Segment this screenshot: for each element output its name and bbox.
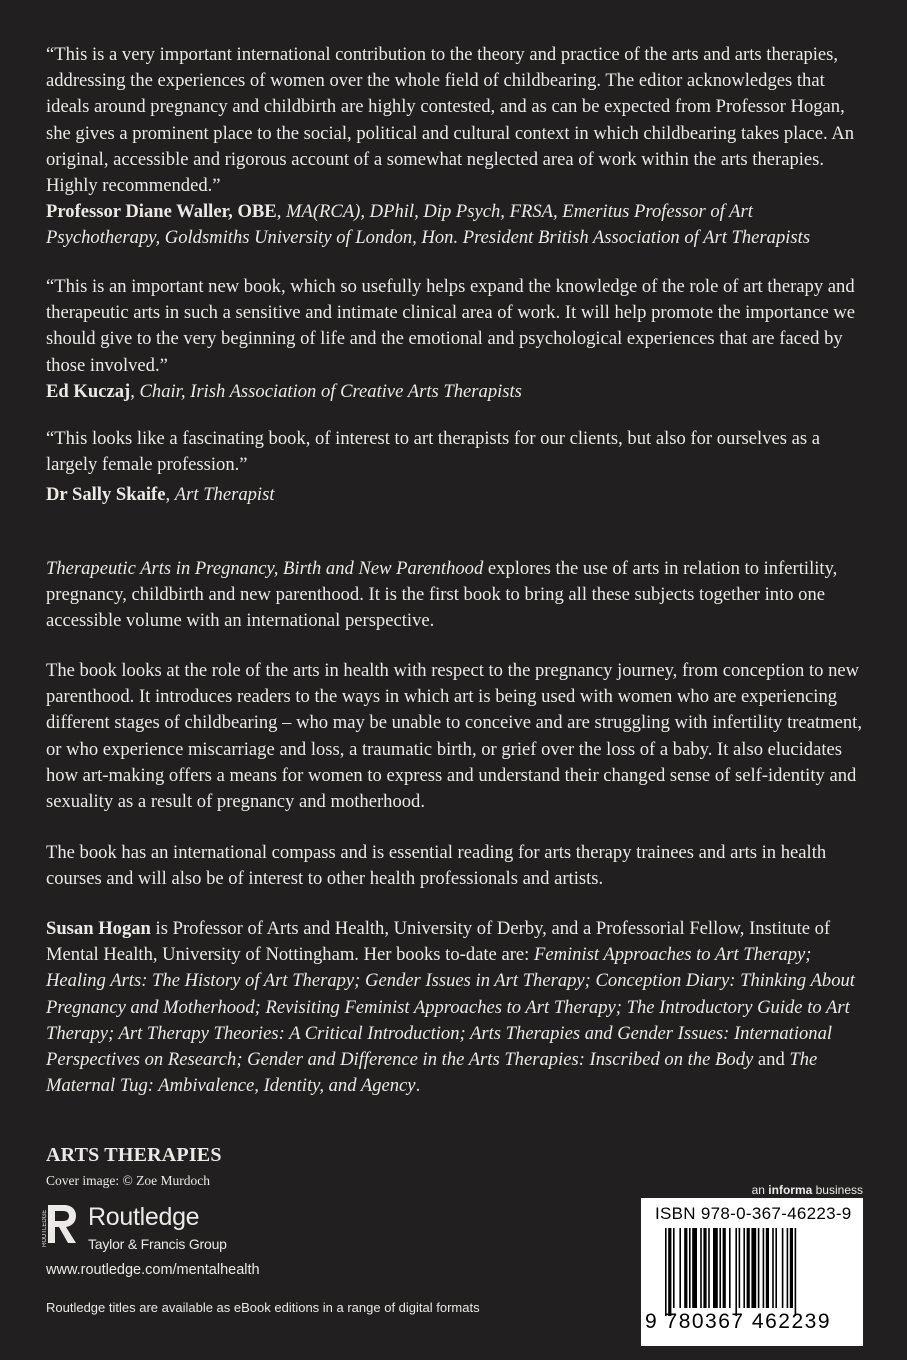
bio-connector: and xyxy=(753,1049,790,1071)
barcode-bar xyxy=(668,1228,671,1316)
barcode-bar xyxy=(782,1228,784,1308)
description-paragraph-1 xyxy=(46,556,866,635)
barcode-bar xyxy=(679,1228,681,1308)
isbn-label: ISBN 978-0-367-46223-9 xyxy=(655,1204,852,1223)
barcode-bar xyxy=(747,1228,750,1308)
barcode-bar xyxy=(735,1228,737,1316)
quote-attribution: Professor Diane Waller, OBE, MA(RCA), DPhil, Dip Psych, FRSA, Emeritus Professor of Art Psychotherapy, Goldsmiths University of London, Hon. President British Association of Art Therapists xyxy=(46,201,811,249)
bio-text: is Professor of Arts and Health, University of Derby, and a Professorial Fellow, Institute of Mental Health, University of Nottingham. Her books to-date are: xyxy=(46,918,831,966)
barcode-bar xyxy=(700,1228,702,1308)
publisher-url[interactable]: www.routledge.com/mentalhealth xyxy=(46,1262,260,1278)
barcode-bar xyxy=(772,1228,774,1308)
reviewer-role: MA(RCA), DPhil, Dip Psych, FRSA, Emeritus Professor of Art Psychotherapy, Goldsmiths University of London, Hon. President British Association of Art Therapists xyxy=(46,201,811,249)
publisher-logo xyxy=(42,1203,262,1259)
barcode-bar xyxy=(775,1228,777,1308)
barcode-bar xyxy=(739,1228,741,1308)
barcode-bar xyxy=(692,1228,697,1308)
review-quote-2 xyxy=(46,274,866,405)
ebook-note: Routledge titles are available as eBook editions in a range of digital formats xyxy=(46,1300,480,1315)
review-quote-1 xyxy=(46,42,866,252)
barcode-bar xyxy=(723,1228,726,1308)
description-text: The book looks at the role of the arts in health with respect to the pregnancy journey, from conception to new parenthood. It introduces readers to the ways in which art is being used with women who are experiencing different stages of childbearing – who may be unable to conceive and are struggling with infertility treatment, or who experience miscarriage and loss, a traumatic birth, or grief over the loss of a baby. It also elucidates how art-making offers a means for women to express and understand their changed sense of self-identity and sexuality as a result of pregnancy and motherhood. xyxy=(46,660,862,813)
reviewer-name: Ed Kuczaj xyxy=(46,380,131,402)
reviewer-role: Chair, Irish Association of Creative Arts Therapists xyxy=(139,380,522,402)
barcode-bar xyxy=(719,1228,721,1308)
barcode xyxy=(641,1198,863,1346)
quote-text: “This is a very important international contribution to the theory and practice of the arts and arts therapies, addressing the experiences of women over the whole field of childbearing. The editor acknowledges that ideals around pregnancy and childbirth are highly contested, and as can be expected from Professor Hogan, she gives a prominent place to the social, political and cultural context in which childbearing takes place. An original, accessible and rigorous account of a somewhat neglected area of work within the arts therapies. Highly recommended.” xyxy=(46,44,855,197)
reviewer-role: Art Therapist xyxy=(174,484,275,506)
barcode-bar xyxy=(766,1228,769,1308)
series-name: ARTS THERAPIES xyxy=(46,1144,222,1166)
quote-text: “This is an important new book, which so usefully helps expand the knowledge of the role of art therapy and therapeutic arts in such a sensitive and intimate clinical area of work. It will help promote the importance we should give to the very beginning of life and the emotional and psychological experiences that are faced by those involved.” xyxy=(46,276,856,376)
barcode-number: 9 780367 462239 xyxy=(645,1310,831,1333)
informa-brand: informa xyxy=(768,1183,813,1197)
barcode-bar xyxy=(713,1228,718,1308)
barcode-bar xyxy=(665,1228,667,1316)
description-paragraph-3 xyxy=(46,840,866,892)
barcode-bar xyxy=(708,1228,710,1308)
logo-vertical-text: ROUTLEDGE xyxy=(42,1209,48,1247)
book-title: Therapeutic Arts in Pregnancy, Birth and New Parenthood xyxy=(46,558,484,579)
informa-prefix: an xyxy=(751,1183,769,1197)
bio-last-book: The Maternal Tug: Ambivalence, Identity, and Agency xyxy=(46,1049,818,1097)
informa-suffix: business xyxy=(812,1183,863,1197)
quote-attribution: Ed Kuczaj, Chair, Irish Association of Creative Arts Therapists xyxy=(46,380,522,402)
bio-end: . xyxy=(415,1075,421,1097)
publisher-group: Taylor & Francis Group xyxy=(88,1236,227,1252)
barcode-bar xyxy=(743,1228,745,1308)
routledge-logo-icon xyxy=(42,1203,80,1257)
barcode-bar xyxy=(795,1228,797,1316)
cover-credit: Cover image: © Zoe Murdoch xyxy=(46,1173,210,1188)
barcode-bar xyxy=(703,1228,706,1308)
barcode-bar xyxy=(758,1228,760,1308)
barcode-bar xyxy=(673,1228,675,1308)
author-bio xyxy=(46,916,866,1099)
barcode-bar xyxy=(751,1228,756,1308)
author-name: Susan Hogan xyxy=(46,918,151,939)
barcode-bar xyxy=(790,1228,793,1308)
reviewer-name: Professor Diane Waller, OBE xyxy=(46,201,277,223)
bio-books: Feminist Approaches to Art Therapy; Healing Arts: The History of Art Therapy; Gender Issues in Art Therapy; Conception Diary: Thinking About Pregnancy and Motherhood; Revisiting Feminist Approaches to Art Therapy; The Introductory Guide to Art Therapy; Art Therapy Theories: A Critical Introduction; Arts Therapies and Gender Issues: International Perspectives on Research; Gender and Difference in the Arts Therapies: Inscribed on the Body xyxy=(46,944,855,1071)
reviewer-name: Dr Sally Skaife xyxy=(46,484,166,506)
barcode-bar xyxy=(689,1228,691,1308)
informa-tagline xyxy=(752,1183,863,1197)
description-text: The book has an international compass and is essential reading for arts therapy trainees and arts in health courses and will also be of interest to other health professionals and artists. xyxy=(46,842,827,890)
quote-text: “This looks like a fascinating book, of interest to art therapists for our clients, but also for ourselves as a largely female profession.” xyxy=(46,428,821,476)
description-text: explores the use of arts in relation to infertility, pregnancy, childbirth and new parenthood. It is the first book to bring all these subjects together into one accessible volume with an international perspective. xyxy=(46,558,838,632)
publisher-name: Routledge xyxy=(88,1203,200,1231)
barcode-bar xyxy=(787,1228,789,1308)
barcode-bar xyxy=(729,1228,731,1308)
description-paragraph-2 xyxy=(46,658,866,815)
review-quote-3 xyxy=(46,426,866,509)
barcode-bar xyxy=(763,1228,765,1308)
barcode-bars-icon xyxy=(665,1228,855,1316)
barcode-bar xyxy=(684,1228,687,1308)
quote-attribution: Dr Sally Skaife, Art Therapist xyxy=(46,484,275,506)
